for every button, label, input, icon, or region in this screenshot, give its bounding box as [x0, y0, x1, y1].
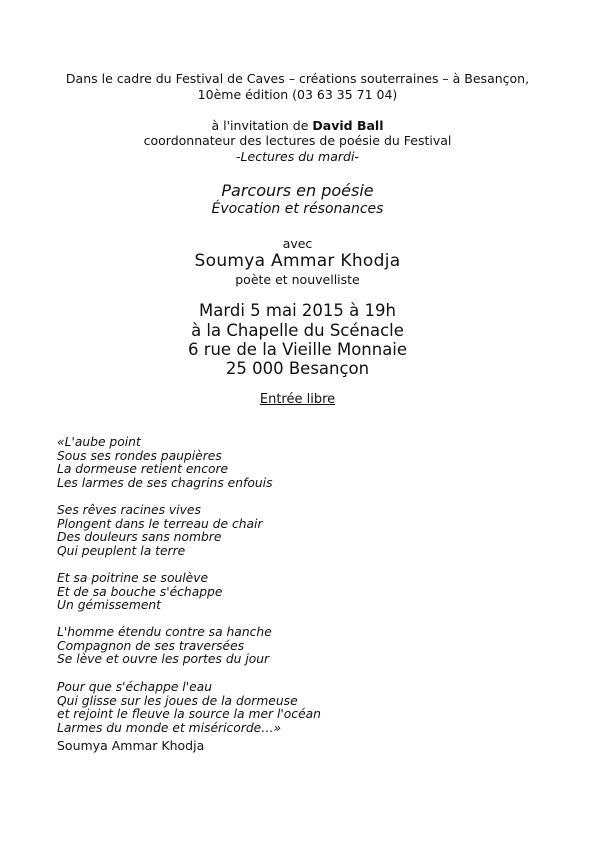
host-role: coordonnateur des lectures de poésie du Festival [143, 133, 452, 148]
poem-stanza [57, 626, 537, 667]
festival-line: Dans le cadre du Festival de Caves – créations souterraines – à Besançon, [65, 71, 530, 86]
invitation-prefix: à l'invitation de [211, 118, 313, 133]
author-role: poète et nouvelliste [235, 272, 360, 287]
poem-line: La dormeuse retient encore [57, 462, 229, 477]
poem-line: et rejoint le fleuve la source la mer l'océan [57, 707, 321, 722]
poem-line: L'homme étendu contre sa hanche [57, 625, 272, 639]
avec-label: avec [282, 236, 313, 251]
poem-line: Qui glisse sur les joues de la dormeuse [57, 693, 298, 708]
poem-line: Larmes du monde et miséricorde…» [57, 720, 282, 735]
poem-line: Sous ses rondes paupières [57, 448, 222, 463]
poem-line: Des douleurs sans nombre [57, 530, 222, 545]
poem-signature: Soumya Ammar Khodja [57, 738, 205, 753]
poem-stanza [57, 436, 537, 490]
poem-line: Un gémissement [57, 598, 162, 613]
event-date: Mardi 5 mai 2015 à 19h [199, 301, 396, 320]
author-name: Soumya Ammar Khodja [194, 251, 401, 271]
poem-line: Et de sa bouche s'échappe [57, 584, 223, 599]
poem-line: Les larmes de ses chagrins enfouis [57, 475, 273, 490]
poem-stanza [57, 572, 537, 613]
event-city: 25 000 Besançon [225, 359, 370, 378]
poem-line: Plongent dans le terreau de chair [57, 516, 263, 531]
edition-line: 10ème édition (03 63 35 71 04) [197, 87, 398, 102]
event-street: 6 rue de la Vieille Monnaie [187, 340, 408, 359]
event-subtitle: Évocation et résonances [211, 201, 384, 217]
entry-note [0, 392, 595, 407]
poem-line: Qui peuplent la terre [57, 543, 186, 558]
host-name: David Ball [312, 118, 384, 133]
poem-line: Et sa poitrine se soulève [57, 571, 209, 585]
poem-line: Ses rêves racines vives [57, 503, 201, 517]
poem-line: Se lève et ouvre les portes du jour [57, 652, 270, 667]
event-venue: à la Chapelle du Scénacle [191, 321, 404, 340]
poem-line: Pour que s'échappe l'eau [57, 680, 212, 694]
poem-stanza [57, 681, 537, 735]
event-title: Parcours en poésie [221, 181, 374, 200]
poem-stanza [57, 504, 537, 558]
poem-line: Compagnon de ses traversées [57, 638, 245, 653]
entry-label: Entrée libre [259, 392, 336, 407]
series-name: -Lectures du mardi- [236, 149, 359, 164]
poem-line: «L'aube point [57, 435, 141, 449]
invitation-line [0, 118, 595, 133]
